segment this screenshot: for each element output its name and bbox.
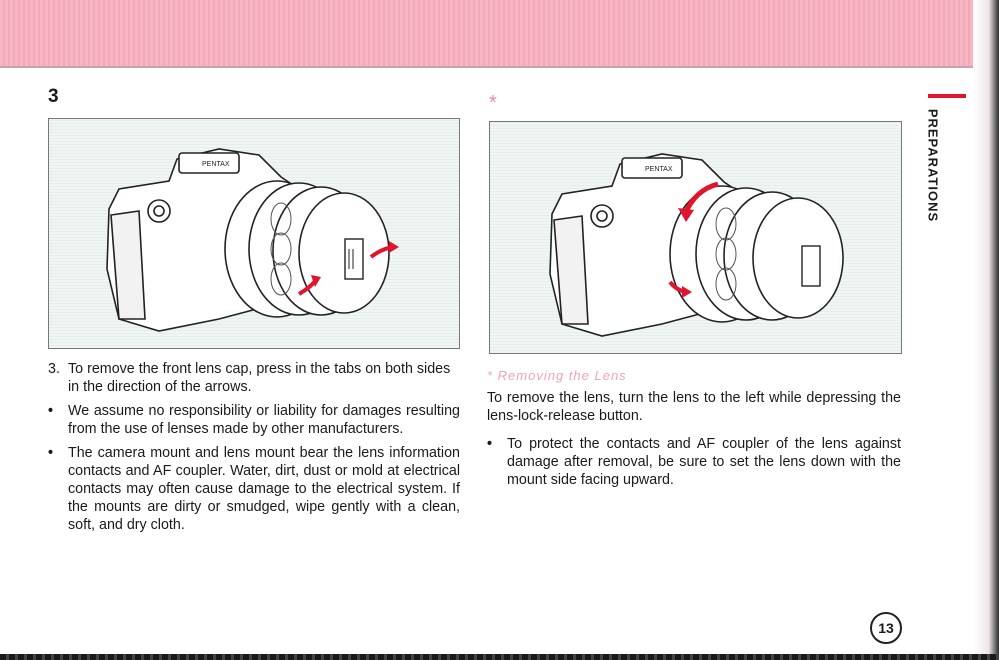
camera-illustration-right bbox=[490, 122, 901, 353]
side-tab-label: PREPARATIONS bbox=[925, 108, 941, 223]
top-color-band bbox=[0, 0, 999, 68]
list-item bbox=[48, 402, 460, 438]
section-side-tab bbox=[920, 100, 944, 240]
left-column-text bbox=[48, 360, 460, 534]
bottom-edge bbox=[0, 654, 999, 660]
page-number: 13 bbox=[870, 612, 902, 644]
bullet-icon: • bbox=[48, 445, 54, 461]
bullet-text-liability: We assume no responsibility or liability for damages resulting from the use of lenses made by other manufacturers. bbox=[68, 403, 460, 437]
camera-brand-label-left: PENTAX bbox=[202, 161, 230, 168]
step-instruction bbox=[48, 360, 460, 396]
camera-brand-label-right: PENTAX bbox=[645, 166, 673, 173]
bullet-text-contacts: The camera mount and lens mount bear the lens information contacts and AF coupler. Water, dirt, dust or mold at electrical contacts may often cause damage to the electrical system. If the mounts are dirty or smudged, wipe gently with a clean, soft, and dry cloth. bbox=[68, 445, 460, 533]
step-instruction-number: 3. bbox=[48, 361, 60, 377]
side-tab-red-bar bbox=[928, 94, 966, 98]
bullet-icon: • bbox=[48, 403, 54, 419]
section-heading: * Removing the Lens bbox=[487, 368, 627, 383]
asterisk-mark: * bbox=[489, 92, 497, 114]
list-item bbox=[487, 435, 901, 489]
illustration-removing-lens bbox=[489, 121, 902, 354]
camera-illustration-left bbox=[49, 119, 459, 348]
step-instruction-text: To remove the front lens cap, press in the tabs on both sides in the direction of the arrows. bbox=[68, 361, 451, 395]
page-edge-shadow bbox=[973, 0, 999, 660]
step-number: 3 bbox=[48, 86, 59, 107]
bullet-text-protect-contacts: To protect the contacts and AF coupler of the lens against damage after removal, be sure to set the lens down with the mount side facing upward. bbox=[507, 436, 901, 488]
right-column-text bbox=[487, 367, 901, 489]
bullet-icon: • bbox=[487, 436, 493, 452]
illustration-remove-lens-cap bbox=[48, 118, 460, 349]
removing-lens-instruction: To remove the lens, turn the lens to the left while depressing the lens-lock-release button. bbox=[487, 390, 901, 424]
list-item bbox=[48, 444, 460, 534]
